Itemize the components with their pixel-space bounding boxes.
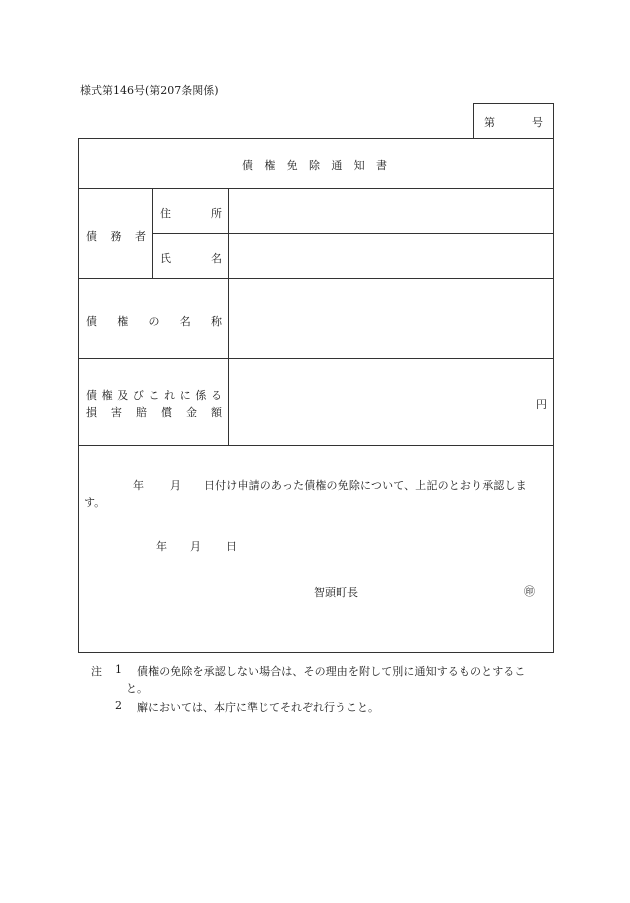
request-month: 月: [170, 479, 181, 492]
note-2-number: 2: [115, 699, 122, 712]
note-2-text: 廨においては、本庁に準じてそれぞれ行うこと。: [137, 701, 379, 714]
date-month: 月: [190, 540, 201, 553]
name-label: 氏 名: [160, 252, 222, 265]
note-1-number: 1: [115, 663, 122, 676]
note-1-text-wrap: と。: [126, 682, 148, 695]
request-year: 年: [133, 479, 144, 492]
address-label: 住 所: [160, 207, 222, 220]
address-field[interactable]: [229, 189, 552, 232]
issuer: 智頭町長: [314, 586, 358, 599]
amount-unit: 円: [536, 398, 547, 411]
amount-label-line1: 債 権 及 び こ れ に 係 る: [86, 389, 222, 402]
form-id: 様式第146号(第207条関係): [80, 84, 219, 97]
debtor-label: 債 務 者: [86, 230, 146, 243]
date-day: 日: [226, 540, 237, 553]
amount-field[interactable]: [229, 359, 552, 444]
note-1-text: 債権の免除を承認しない場合は、その理由を附して別に通知するものとするこ: [137, 665, 526, 678]
number-go: 号: [532, 116, 543, 129]
number-dai: 第: [484, 116, 495, 129]
claim-name-field[interactable]: [229, 279, 552, 357]
approval-text: 日付け申請のあった債権の免除について、上記のとおり承認しま: [204, 479, 527, 492]
notes-label: 注: [91, 665, 102, 678]
date-year: 年: [156, 540, 167, 553]
claim-name-label: 債 権 の 名 称: [86, 315, 222, 328]
seal-mark: ㊞: [524, 585, 535, 598]
approval-text-wrap: す。: [84, 496, 106, 509]
amount-label-line2: 損 害 賠 償 金 額: [86, 406, 222, 419]
form-title: 債 権 免 除 通 知 書: [242, 159, 387, 172]
name-field[interactable]: [229, 234, 552, 277]
